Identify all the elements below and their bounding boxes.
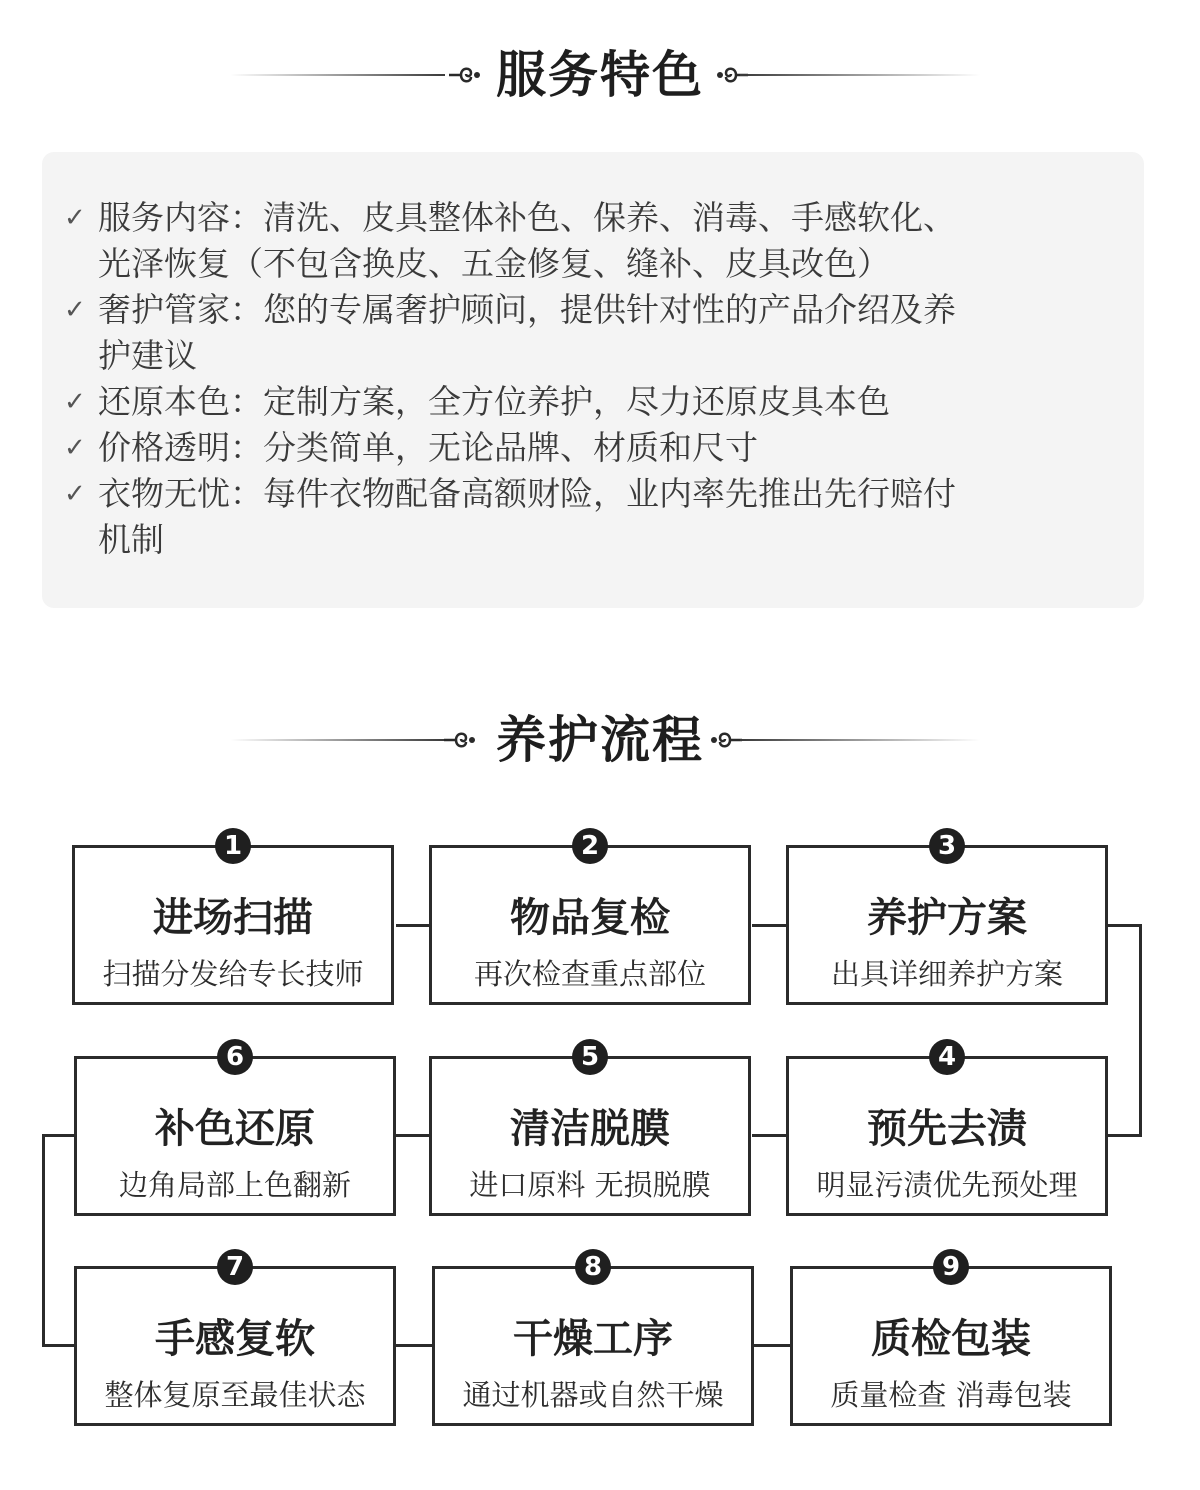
step-number-badge: 9 [933, 1249, 969, 1285]
flow-connector [396, 1134, 430, 1137]
step-number-badge: 6 [217, 1039, 253, 1075]
step-number-badge: 7 [217, 1249, 253, 1285]
section-title-features: 服务特色 [496, 46, 704, 104]
step-title: 干燥工序 [513, 1316, 673, 1362]
flow-connector [1108, 1134, 1142, 1137]
step-title: 清洁脱膜 [510, 1106, 670, 1152]
feature-text: 光泽恢复（不包含换皮、五金修复、缝补、皮具改色） [98, 244, 890, 283]
flow-connector [42, 1134, 45, 1347]
process-step-8 [432, 1252, 754, 1426]
step-title: 养护方案 [867, 895, 1027, 941]
step-title: 物品复检 [510, 895, 670, 941]
check-icon: ✓ [64, 433, 86, 463]
step-number-badge: 3 [929, 828, 965, 864]
flow-connector [752, 924, 786, 927]
step-title: 手感复软 [155, 1316, 315, 1362]
process-step-1 [72, 831, 394, 1005]
step-description: 再次检查重点部位 [473, 957, 706, 991]
flow-connector [1108, 924, 1142, 927]
step-description: 进口原料 无损脱膜 [469, 1168, 711, 1202]
feature-text: 价格透明：分类简单，无论品牌、材质和尺寸 [98, 428, 758, 467]
step-description: 通过机器或自然干燥 [462, 1378, 724, 1412]
feature-text: 服务内容：清洗、皮具整体补色、保养、消毒、手感软化、 [98, 198, 956, 237]
step-description: 整体复原至最佳状态 [104, 1378, 366, 1412]
check-icon: ✓ [64, 295, 86, 325]
section-title-process: 养护流程 [496, 711, 704, 769]
step-number-badge: 8 [575, 1249, 611, 1285]
step-description: 出具详细养护方案 [830, 957, 1063, 991]
process-step-9 [790, 1252, 1112, 1426]
step-description: 扫描分发给专长技师 [102, 957, 364, 991]
flow-connector [42, 1134, 76, 1137]
feature-text: 还原本色：定制方案，全方位养护，尽力还原皮具本色 [98, 382, 890, 421]
check-icon: ✓ [64, 203, 86, 233]
feature-text: 奢护管家：您的专属奢护顾问，提供针对性的产品介绍及养 [98, 290, 956, 329]
process-step-5 [429, 1042, 751, 1216]
feature-text: 护建议 [98, 336, 197, 375]
flow-connector [396, 924, 430, 927]
process-step-4 [786, 1042, 1108, 1216]
step-description: 明显污渍优先预处理 [816, 1168, 1078, 1202]
step-title: 质检包装 [871, 1316, 1031, 1362]
step-description: 质量检查 消毒包装 [830, 1378, 1072, 1412]
process-step-7 [74, 1252, 396, 1426]
step-number-badge: 5 [572, 1039, 608, 1075]
step-number-badge: 2 [572, 828, 608, 864]
process-step-6 [74, 1042, 396, 1216]
flow-connector [1139, 924, 1142, 1137]
flow-connector [396, 1344, 432, 1347]
step-number-badge: 1 [215, 828, 251, 864]
check-icon: ✓ [64, 479, 86, 509]
step-number-badge: 4 [929, 1039, 965, 1075]
step-title: 补色还原 [155, 1106, 315, 1152]
check-icon: ✓ [64, 387, 86, 417]
feature-text: 机制 [98, 520, 164, 559]
flow-connector [752, 1134, 786, 1137]
process-step-3 [786, 831, 1108, 1005]
flow-connector [754, 1344, 790, 1347]
step-description: 边角局部上色翻新 [118, 1168, 351, 1202]
step-title: 预先去渍 [867, 1106, 1027, 1152]
step-title: 进场扫描 [153, 895, 313, 941]
feature-text: 衣物无忧：每件衣物配备高额财险，业内率先推出先行赔付 [98, 474, 956, 513]
flow-connector [42, 1344, 76, 1347]
process-step-2 [429, 831, 751, 1005]
